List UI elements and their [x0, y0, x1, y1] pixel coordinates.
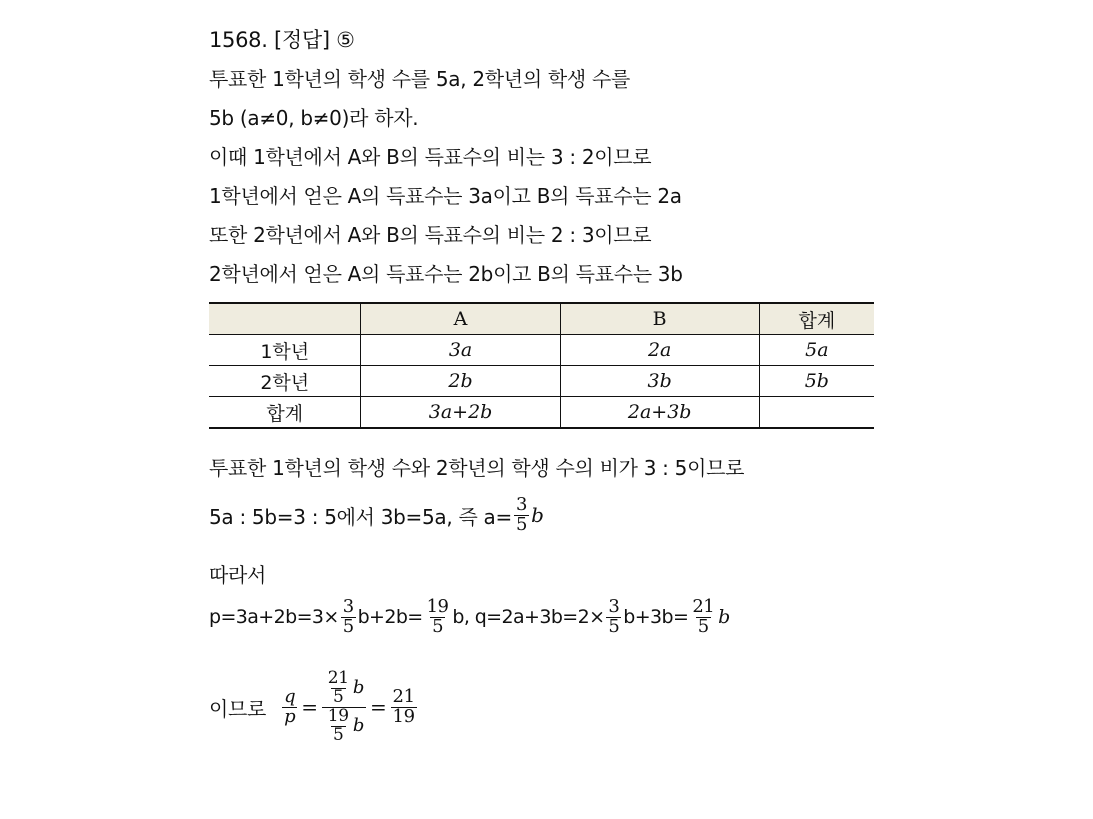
table-cell: 2b	[361, 366, 560, 397]
vote-table	[209, 302, 874, 429]
fraction-numerator: 19	[327, 705, 349, 726]
b-symbol: b	[352, 714, 365, 736]
fraction-numerator: 3	[515, 494, 528, 515]
fraction	[690, 598, 716, 637]
table-row	[209, 366, 874, 397]
pq-text: b, q=2a+3b=2×	[452, 606, 605, 629]
table-cell: 1학년	[209, 335, 361, 366]
result-fraction	[391, 685, 417, 727]
table-header-row	[209, 303, 874, 335]
table-cell: 2a+3b	[560, 397, 759, 429]
equals-sign: =	[370, 695, 387, 720]
table-cell: 3a+2b	[361, 397, 560, 429]
pq-text: b+3b=	[623, 606, 689, 629]
complex-denominator	[322, 707, 366, 745]
text-line-6: 2학년에서 얻은 A의 득표수는 2b이고 B의 득표수는 3b	[209, 262, 683, 286]
fraction-denominator: 5	[342, 615, 354, 637]
table-header-cell: 합계	[759, 303, 874, 335]
ratio-post: b	[531, 503, 544, 528]
fraction	[425, 598, 451, 637]
text-line-7: 투표한 1학년의 학생 수와 2학년의 학생 수의 비가 3 : 5이므로	[209, 456, 745, 480]
fraction	[326, 705, 351, 745]
table-header-cell: A	[361, 303, 560, 335]
table-cell: 5b	[759, 366, 874, 397]
table-cell	[759, 397, 874, 429]
pq-text: b+2b=	[357, 606, 423, 629]
table-cell: 3a	[361, 335, 560, 366]
text-line-2: 5b (a≠0, b≠0)라 하자.	[209, 106, 419, 130]
b-symbol: b	[352, 676, 365, 698]
fraction-numerator: 21	[327, 668, 349, 688]
final-prefix: 이므로	[209, 696, 267, 721]
fraction-denominator: 5	[333, 686, 344, 707]
fraction-numerator: 3	[608, 596, 620, 617]
table-row	[209, 335, 874, 366]
q-symbol: q	[284, 685, 296, 707]
q-over-p	[282, 685, 297, 727]
fraction-numerator: 21	[392, 685, 415, 707]
text-line-1: 투표한 1학년의 학생 수를 5a, 2학년의 학생 수를	[209, 67, 631, 91]
complex-fraction	[322, 670, 366, 744]
fraction-denominator: 5	[333, 724, 344, 745]
therefore-line: 따라서	[209, 563, 267, 587]
pq-text: p=3a+2b=3×	[209, 606, 339, 629]
equals-sign: =	[301, 695, 318, 720]
fraction-numerator: 19	[426, 596, 449, 617]
fraction-denominator: 5	[515, 513, 528, 535]
fraction-numerator: 3	[342, 596, 354, 617]
table-cell: 2학년	[209, 366, 361, 397]
ratio-line	[209, 496, 544, 535]
fraction-denominator: 19	[392, 705, 415, 727]
p-symbol: p	[284, 705, 296, 727]
table-header-cell: B	[560, 303, 759, 335]
fraction-denominator: 5	[697, 615, 709, 637]
table-header-cell	[209, 303, 361, 335]
fraction-denominator: 5	[432, 615, 443, 637]
text-line-5: 또한 2학년에서 A와 B의 득표수의 비는 2 : 3이므로	[209, 223, 652, 247]
complex-numerator	[322, 670, 366, 707]
table-cell: 5a	[759, 335, 874, 366]
table-cell: 2a	[560, 335, 759, 366]
final-line	[209, 670, 419, 744]
table-cell: 3b	[560, 366, 759, 397]
text-line-4: 1학년에서 얻은 A의 득표수는 3a이고 B의 득표수는 2a	[209, 184, 682, 208]
text-line-3: 이때 1학년에서 A와 B의 득표수의 비는 3 : 2이므로	[209, 145, 652, 169]
fraction	[514, 496, 529, 535]
fraction	[326, 670, 351, 707]
ratio-pre: 5a : 5b=3 : 5에서 3b=5a, 즉 a=	[209, 504, 512, 529]
answer-header: 1568. [정답] ⑤	[209, 28, 355, 52]
fraction-denominator: 5	[608, 615, 620, 637]
pq-text: b	[718, 606, 730, 629]
fraction	[341, 598, 356, 637]
table-row	[209, 397, 874, 429]
table-cell: 합계	[209, 397, 361, 429]
fraction	[606, 598, 621, 637]
fraction-numerator: 21	[692, 596, 715, 617]
pq-line	[209, 598, 730, 637]
